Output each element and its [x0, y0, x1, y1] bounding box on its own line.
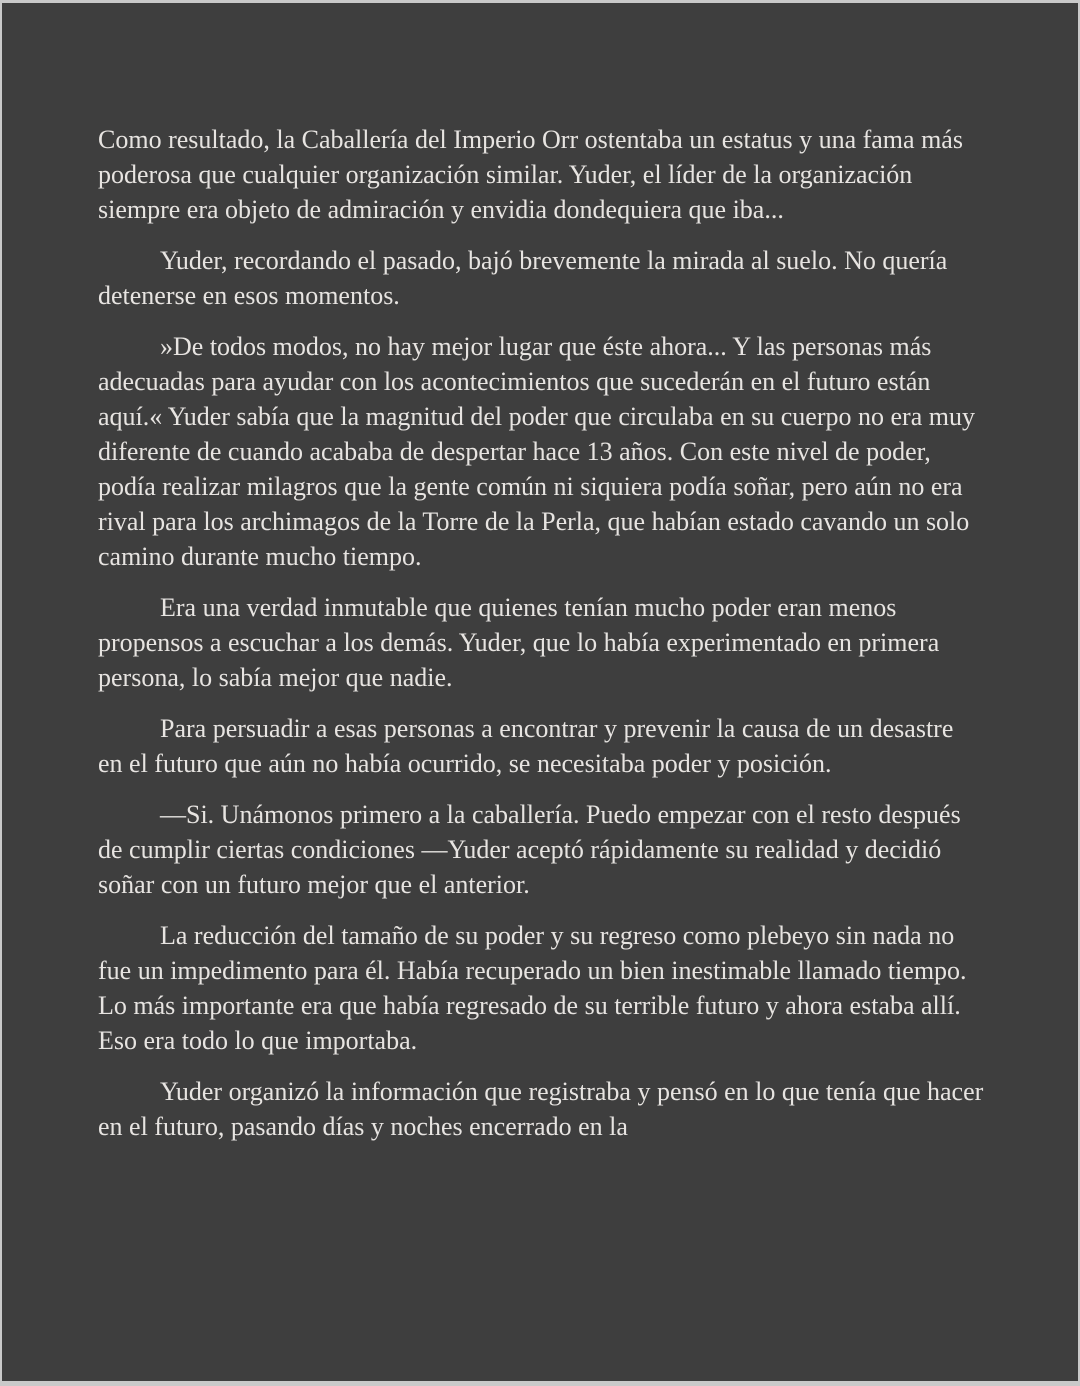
paragraph-3: »De todos modos, no hay mejor lugar que éste ahora... Y las personas más adecuadas para ayudar con los acontecimientos que sucederán en el futuro están aquí.« Yuder sabía que la magnitud del poder que circulaba en su cuerpo no era muy diferente de cuando acababa de despertar hace 13 años. Con este nivel de poder, podía realizar milagros que la gente común ni siquiera podía soñar, pero aún no era rival para los archimagos de la Torre de la Perla, que habían estado cavando un solo camino durante mucho tiempo. — [98, 332, 975, 571]
paragraph-2: Yuder, recordando el pasado, bajó brevemente la mirada al suelo. No quería detenerse en esos momentos. — [98, 246, 948, 310]
paragraph-4: Era una verdad inmutable que quienes tenían mucho poder eran menos propensos a escuchar a los demás. Yuder, que lo había experimentado en primera persona, lo sabía mejor que nadie. — [98, 593, 940, 692]
book-page — [2, 3, 1078, 1381]
paragraph-6: —Si. Unámonos primero a la caballería. Puedo empezar con el resto después de cumplir ciertas condiciones —Yuder aceptó rápidamente su realidad y decidió soñar con un futuro mejor que el anterior. — [98, 800, 961, 899]
paragraph-1: Como resultado, la Caballería del Imperio Orr ostentaba un estatus y una fama más poderosa que cualquier organización similar. Yuder, el líder de la organización siempre era objeto de admiración y envidia dondequiera que iba... — [98, 125, 963, 224]
text-column — [98, 3, 984, 1160]
paragraph-5: Para persuadir a esas personas a encontrar y prevenir la causa de un desastre en el futuro que aún no había ocurrido, se necesitaba poder y posición. — [98, 714, 954, 778]
paragraph-7: La reducción del tamaño de su poder y su regreso como plebeyo sin nada no fue un impedimento para él. Había recuperado un bien inestimable llamado tiempo. Lo más importante era que había regresado de su terrible futuro y ahora estaba allí. Eso era todo lo que importaba. — [98, 921, 967, 1055]
paragraph-8: Yuder organizó la información que registraba y pensó en lo que tenía que hacer en el futuro, pasando días y noches encerrado en la — [98, 1077, 984, 1141]
